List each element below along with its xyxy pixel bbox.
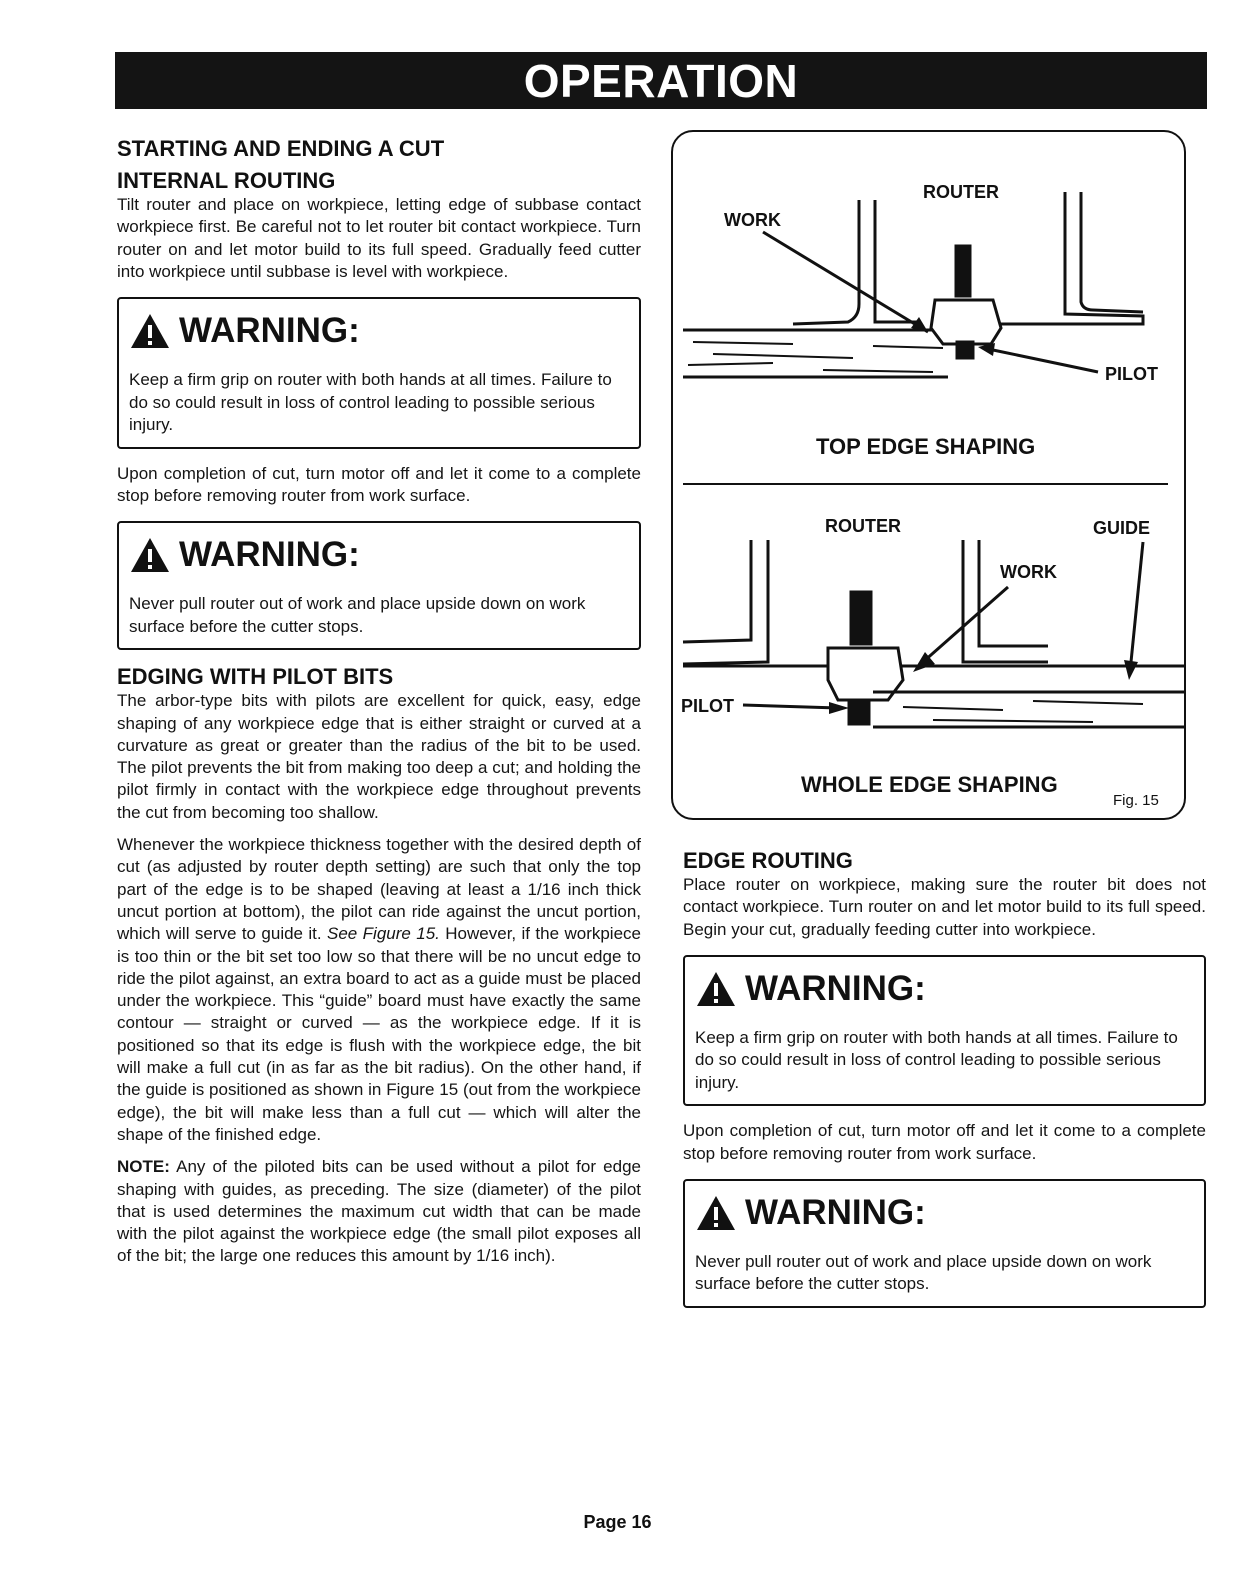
note-label: NOTE: bbox=[117, 1157, 170, 1177]
warning-box-grip bbox=[683, 955, 1206, 1107]
label-pilot: PILOT bbox=[681, 696, 734, 716]
text-span: However, if the workpiece is too thin or the bit set too low so that there will be no uncut edge to ride the pilot against, an extra board to act as a guide must be placed under the workpiece. This “guide” board must have exactly the same contour — straight or curved — as the workpiece edge. If it is positioned so that its edge is flush with the workpiece edge, the bit will make a full cut (in as far as the bit radius). On the other hand, if the guide is positioned as shown in Figure 15 (out from the workpiece edge), the bit will make less than a full cut — which will alter the shape of the finished edge. bbox=[117, 924, 641, 1144]
warning-triangle-icon bbox=[129, 312, 171, 350]
label-pilot: PILOT bbox=[1105, 364, 1158, 384]
label-guide: GUIDE bbox=[1093, 518, 1151, 538]
left-column bbox=[117, 128, 641, 1268]
heading-edging-pilot-bits: EDGING WITH PILOT BITS bbox=[117, 664, 394, 690]
warning-box-upside-down bbox=[683, 1179, 1206, 1308]
label-work: WORK bbox=[724, 210, 781, 230]
warning-header bbox=[129, 535, 627, 575]
warning-triangle-icon bbox=[695, 970, 737, 1008]
label-work: WORK bbox=[1000, 562, 1057, 582]
right-column bbox=[683, 848, 1206, 1308]
warning-header bbox=[695, 969, 1192, 1009]
warning-triangle-icon bbox=[129, 536, 171, 574]
warning-text: Never pull router out of work and place upside down on work surface before the cutter stops. bbox=[129, 594, 586, 636]
heading-edge-routing: EDGE ROUTING bbox=[683, 848, 853, 873]
paragraph-edging-2 bbox=[117, 834, 641, 1146]
warning-triangle-icon bbox=[695, 1194, 737, 1232]
warning-title: WARNING: bbox=[179, 311, 360, 351]
paragraph-edging-1: The arbor-type bits with pilots are excellent for quick, easy, edge shaping of any workpiece edge that is either straight or curved at a curvature as great or greater than the radius of the bit to be used. The pilot prevents the bit from making too deep a cut; and holding the pilot firmly in contact with the workpiece edge throughout prevents the cut from becoming too shallow. bbox=[117, 691, 641, 822]
label-router: ROUTER bbox=[923, 182, 999, 202]
heading-starting-ending-cut: STARTING AND ENDING A CUT bbox=[117, 136, 445, 161]
title-whole-edge-shaping: WHOLE EDGE SHAPING bbox=[801, 772, 1058, 797]
title-top-edge-shaping: TOP EDGE SHAPING bbox=[816, 434, 1036, 459]
warning-box-grip bbox=[117, 297, 641, 449]
figure-15 bbox=[671, 130, 1186, 820]
paragraph-completion: Upon completion of cut, turn motor off and let it come to a complete stop before removing router from work surface. bbox=[117, 463, 641, 505]
paragraph-completion: Upon completion of cut, turn motor off and let it come to a complete stop before removing router from work surface. bbox=[683, 1121, 1206, 1163]
paragraph-edge-routing: Place router on workpiece, making sure the router bit does not contact workpiece. Turn router on and let motor build to its full speed. Begin your cut, gradually feeding cutter into workpiece. bbox=[683, 875, 1206, 939]
warning-title: WARNING: bbox=[179, 535, 360, 575]
warning-title: WARNING: bbox=[745, 968, 926, 1008]
heading-internal-routing: INTERNAL ROUTING bbox=[117, 168, 336, 193]
label-router: ROUTER bbox=[825, 516, 901, 536]
text-span: Whenever the workpiece thickness together with the desired depth of cut (as adjusted by router depth setting) are such that only the top part of the edge is to be shaped (leaving at least a 1/16 inch thick uncut portion at bottom), the pilot can ride against the uncut portion, which will serve to guide it. bbox=[117, 835, 641, 944]
warning-title: WARNING: bbox=[745, 1192, 926, 1232]
warning-box-upside-down bbox=[117, 521, 641, 650]
page-number: Page 16 bbox=[583, 1512, 652, 1532]
note-text: Any of the piloted bits can be used without a pilot for edge shaping with guides, as preceding. The size (diameter) of the pilot that is used determines the maximum cut width that can be made with the pilot against the workpiece edge (the small pilot exposes all of the bit; the large one reduces this amount by 1/16 inch). bbox=[117, 1157, 641, 1266]
page-banner: OPERATION bbox=[115, 52, 1207, 109]
figure-number: Fig. 15 bbox=[1113, 792, 1159, 809]
paragraph-internal-routing: Tilt router and place on workpiece, letting edge of subbase contact workpiece first. Be careful not to let router bit contact workpiece. Turn router on and let motor build to its full speed. Gradually feed cutter into workpiece until subbase is level with workpiece. bbox=[117, 195, 641, 281]
warning-header bbox=[695, 1193, 1192, 1233]
warning-header bbox=[129, 311, 627, 351]
paragraph-note bbox=[117, 1156, 641, 1267]
warning-text: Never pull router out of work and place upside down on work surface before the cutter stops. bbox=[695, 1251, 1152, 1294]
warning-text: Keep a firm grip on router with both hands at all times. Failure to do so could result in loss of control leading to possible serious injury. bbox=[129, 370, 612, 435]
figure-reference: See Figure 15. bbox=[327, 924, 440, 944]
router-diagram bbox=[673, 132, 1186, 820]
warning-text: Keep a firm grip on router with both hands at all times. Failure to do so could result in loss of control leading to possible serious injury. bbox=[695, 1027, 1178, 1092]
